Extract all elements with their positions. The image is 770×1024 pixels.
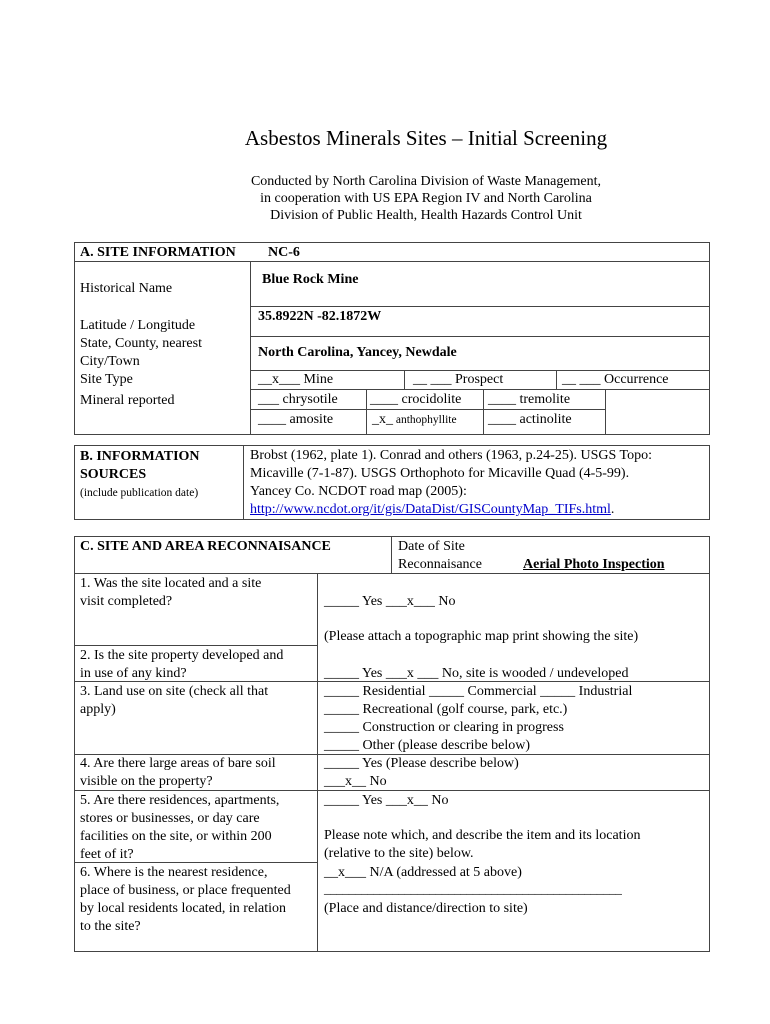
divider	[74, 645, 318, 646]
q3-answer-1[interactable]: _____ Residential _____ Commercial _____ Industrial	[324, 684, 633, 699]
divider	[250, 306, 710, 307]
mineral-actinolite[interactable]	[488, 411, 572, 429]
q2-line-2: in use of any kind?	[80, 666, 187, 681]
divider	[317, 573, 318, 952]
q5-line-3: facilities on the site, or within 200	[80, 829, 272, 844]
section-a-heading: A. SITE INFORMATION	[80, 245, 236, 260]
historical-name-value: Blue Rock Mine	[262, 272, 359, 287]
divider	[556, 370, 557, 389]
q5-line-4: feet of it?	[80, 847, 134, 862]
divider	[250, 336, 710, 337]
q5-note-line-1: Please note which, and describe the item and its location	[324, 828, 641, 843]
page-title: Asbestos Minerals Sites – Initial Screening	[244, 126, 608, 150]
option-label: tremolite	[516, 392, 571, 407]
option-label: Mine	[300, 372, 334, 387]
q3-line-2: apply)	[80, 702, 116, 717]
date-value: Aerial Photo Inspection	[523, 557, 665, 572]
checkbox-mark: __ ___	[562, 372, 601, 387]
mineral-label: Mineral reported	[80, 393, 175, 408]
subtitle-line-2: in cooperation with US EPA Region IV and North Carolina	[260, 191, 592, 206]
q1-line-2: visit completed?	[80, 594, 173, 609]
state-label-line-2: City/Town	[80, 354, 140, 369]
option-label: Occurrence	[600, 372, 669, 387]
q6-answer[interactable]: __x___ N/A (addressed at 5 above)	[324, 865, 522, 880]
divider	[250, 409, 605, 410]
q6-line-3: by local residents located, in relation	[80, 901, 287, 916]
section-b-heading-line-2: SOURCES	[80, 467, 147, 482]
sources-line-2: Micaville (7-1-87). USGS Orthophoto for Micaville Quad (4-5-99).	[250, 466, 630, 481]
site-id: NC-6	[268, 245, 300, 260]
q6-line-4: to the site?	[80, 919, 141, 934]
option-label: chrysotile	[279, 392, 338, 407]
option-label: Prospect	[451, 372, 504, 387]
q4-line-1: 4. Are there large areas of bare soil	[80, 756, 276, 771]
q3-answer-2[interactable]: _____ Recreational (golf course, park, etc.)	[324, 702, 568, 717]
divider	[483, 389, 484, 435]
divider	[366, 389, 367, 435]
checkbox-mark: ___	[258, 392, 279, 407]
checkbox-mark: ____	[488, 392, 516, 407]
mineral-chrysotile[interactable]	[258, 391, 338, 409]
divider	[250, 389, 710, 390]
q1-line-1: 1. Was the site located and a site	[80, 576, 262, 591]
subtitle-line-3: Division of Public Health, Health Hazards Control Unit	[270, 208, 582, 223]
divider	[243, 445, 244, 520]
divider	[250, 261, 251, 435]
q3-answer-4[interactable]: _____ Other (please describe below)	[324, 738, 531, 753]
subtitle-line-1: Conducted by North Carolina Division of Waste Management,	[250, 174, 602, 189]
q5-line-1: 5. Are there residences, apartments,	[80, 793, 280, 808]
q2-line-1: 2. Is the site property developed and	[80, 648, 284, 663]
site-type-mine[interactable]	[258, 371, 333, 389]
section-b-heading-line-1: B. INFORMATION	[80, 449, 200, 464]
q5-line-2: stores or businesses, or day care	[80, 811, 260, 826]
q3-line-1: 3. Land use on site (check all that	[80, 684, 269, 699]
option-label: actinolite	[516, 412, 572, 427]
divider	[391, 536, 392, 573]
q6-line-2: place of business, or place frequented	[80, 883, 291, 898]
ncdot-map-link[interactable]: http://www.ncdot.org/it/gis/DataDist/GISCountyMap_TIFs.html	[250, 502, 611, 517]
sources-line-4	[250, 501, 614, 519]
mineral-amosite[interactable]	[258, 411, 333, 429]
q1-note: (Please attach a topographic map print showing the site)	[324, 629, 639, 644]
sources-line-1: Brobst (1962, plate 1). Conrad and others (1963, p.24-25). USGS Topo:	[250, 448, 653, 463]
sources-line-3: Yancey Co. NCDOT road map (2005):	[250, 484, 467, 499]
option-label: amosite	[286, 412, 334, 427]
option-label: anthophyllite	[393, 414, 457, 426]
q4-line-2: visible on the property?	[80, 774, 213, 789]
link-suffix: .	[610, 502, 615, 517]
q2-answer[interactable]: _____ Yes ___x ___ No, site is wooded / undeveloped	[324, 666, 629, 681]
checkbox-mark: __ ___	[413, 372, 452, 387]
latlong-value: 35.8922N -82.1872W	[258, 309, 382, 324]
q6-blank-line[interactable]: ________________________________________________	[324, 881, 622, 896]
divider	[404, 370, 405, 389]
date-label-line-2: Reconnaisance	[398, 557, 482, 572]
state-label-line-1: State, County, nearest	[80, 336, 202, 351]
state-value: North Carolina, Yancey, Newdale	[258, 345, 457, 360]
mineral-crocidolite[interactable]	[370, 391, 461, 409]
site-type-occurrence[interactable]	[562, 371, 669, 389]
historical-name-label: Historical Name	[80, 281, 173, 296]
latlong-label: Latitude / Longitude	[80, 318, 196, 333]
checkbox-mark: __x___	[258, 372, 300, 387]
q5-answer[interactable]: _____ Yes ___x__ No	[324, 793, 449, 808]
site-type-prospect[interactable]	[413, 371, 503, 389]
q3-answer-3[interactable]: _____ Construction or clearing in progress	[324, 720, 564, 735]
q4-answer-1[interactable]: _____ Yes (Please describe below)	[324, 756, 519, 771]
q4-answer-2[interactable]: ___x__ No	[324, 774, 387, 789]
divider	[605, 389, 606, 435]
site-type-label: Site Type	[80, 372, 133, 387]
checkbox-mark: ____	[258, 412, 286, 427]
date-label-line-1: Date of Site	[398, 539, 465, 554]
section-c-heading: C. SITE AND AREA RECONNAISANCE	[80, 539, 331, 554]
mineral-tremolite[interactable]	[488, 391, 570, 409]
q1-answer[interactable]: _____ Yes ___x___ No	[324, 594, 456, 609]
option-label: crocidolite	[398, 392, 462, 407]
mineral-anthophyllite[interactable]	[372, 411, 457, 429]
section-b-note: (include publication date)	[80, 487, 199, 499]
checkbox-mark: ____	[488, 412, 516, 427]
checkbox-mark: _x_	[372, 412, 393, 427]
checkbox-mark: ____	[370, 392, 398, 407]
q6-line-1: 6. Where is the nearest residence,	[80, 865, 268, 880]
q6-note: (Place and distance/direction to site)	[324, 901, 528, 916]
q5-note-line-2: (relative to the site) below.	[324, 846, 474, 861]
